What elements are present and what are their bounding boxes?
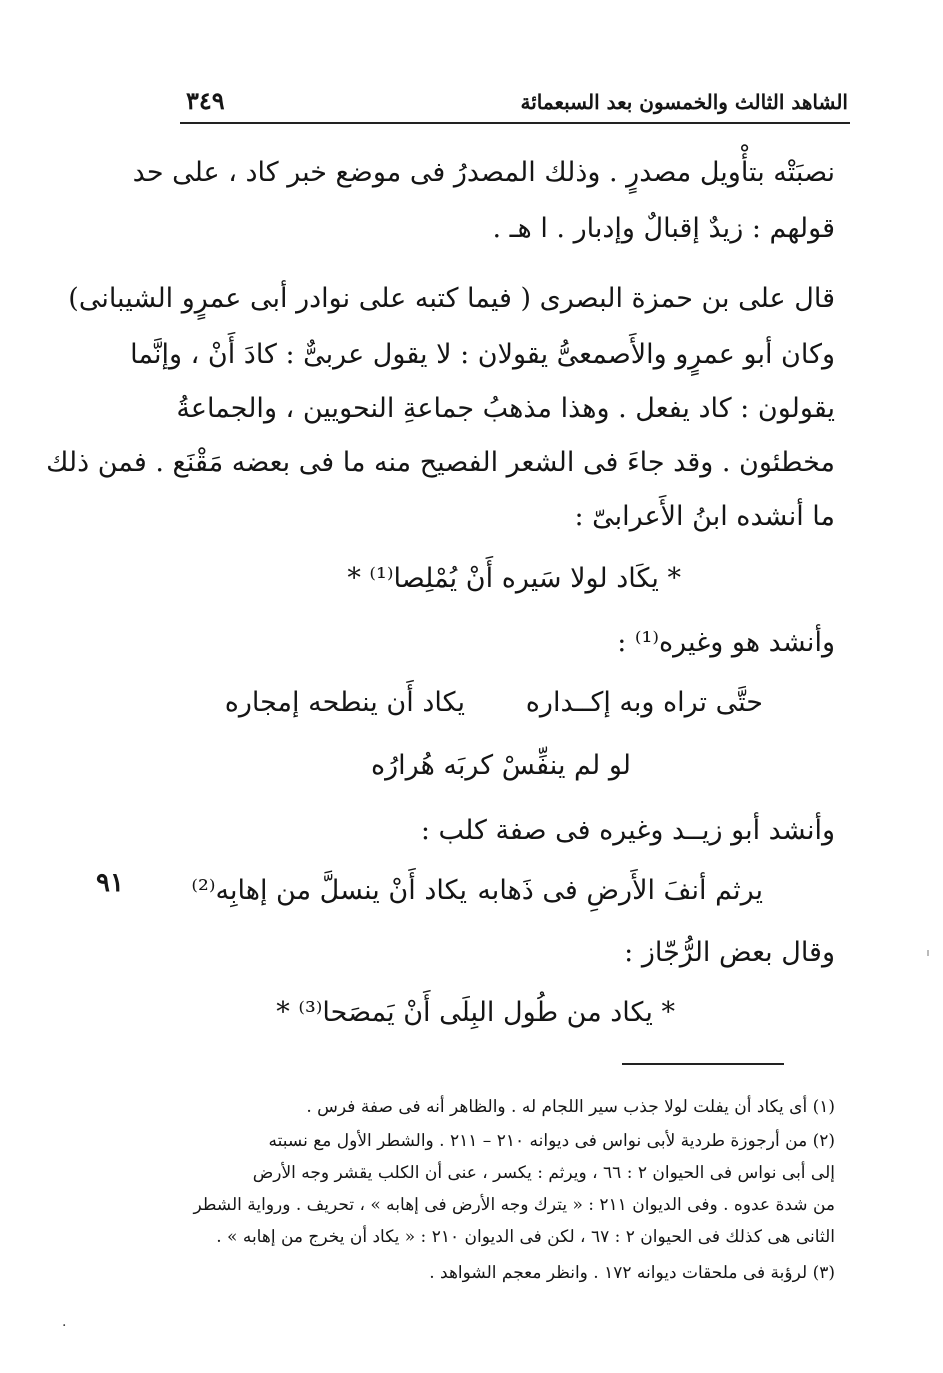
paragraph-3: وأنشد هو وغيره⁽¹⁾ : xyxy=(617,627,835,658)
verse-4: * يكاد من طُول البِلَى أَنْ يَمصَحا⁽³⁾ * xyxy=(276,997,675,1028)
paragraph-2-line-1: قال على بن حمزة البصرى ( فيما كتبه على نوادر أبى عمرٍو الشيبانى) xyxy=(68,283,835,314)
footnote-2-line-1: (٢) من أرجوزة طردية لأبى نواس فى ديوانه ٢١٠ – ٢١١ . والشطر الأول مع نسبته xyxy=(268,1131,835,1151)
paragraph-4: وأنشد أبو زيــد وغيره فى صفة كلب : xyxy=(420,815,835,846)
page-number: ٣٤٩ xyxy=(186,86,225,115)
verse-1: * يكَاد لولا سَيره أَنْ يُمْلِصا⁽¹⁾ * xyxy=(347,563,681,594)
footnote-2-line-2: إلى أبى نواس فى الحيوان ٢ : ٦٦ ، ويرثم : يكسر ، عنى أن الكلب يقشر وجه الأرض xyxy=(252,1163,835,1183)
ink-dot: · xyxy=(62,1318,67,1334)
verse-2-first-hemistich: حتَّى تراه وبه إكــداره xyxy=(525,687,763,718)
verse-3-second-hemistich: يكاد أَنْ ينسلَّ من إهابِه⁽²⁾ xyxy=(191,875,467,906)
paragraph-1-line-2: قولهم : زيدٌ إقبالٌ وإدبار . ا هـ . xyxy=(492,213,835,244)
footnote-2-line-4: الثانى هى كذلك فى الحيوان ٢ : ٦٧ ، لكن فى الديوان ٢١٠ : « يكاد أن يخرج من إهابه » . xyxy=(216,1227,835,1247)
verse-3-first-hemistich: يرثم أنفَ الأَرضِ فى ذَهابه xyxy=(477,875,763,906)
paragraph-2-line-4: مخطئون . وقد جاءَ فى الشعر الفصيح منه ما فى بعضه مَقْنَع . فمن ذلك xyxy=(46,447,835,478)
footnote-3: (٣) لرؤبة فى ملحقات ديوانه ١٧٢ . وانظر معجم الشواهد . xyxy=(429,1263,835,1283)
paragraph-5: وقال بعض الرُّجّاز : xyxy=(624,937,835,968)
paragraph-2-line-3: يقولون : كاد يفعل . وهذا مذهبُ جماعةِ النحويين ، والجماعةُ xyxy=(176,393,835,424)
paragraph-2-line-5: ما أنشده ابنُ الأَعرابىّ : xyxy=(574,501,835,532)
footnote-divider xyxy=(622,1063,784,1065)
footnote-1: (١) أى يكاد أن يفلت لولا جذب سير اللجام له . والظاهر أنه فى صفة فرس . xyxy=(306,1097,835,1117)
running-header xyxy=(180,84,850,124)
scan-speck xyxy=(927,950,929,956)
paragraph-1-line-1: نصبَتْه بتأْويل مصدرٍ . وذلك المصدرُ فى موضع خبر كاد ، على حد xyxy=(132,157,835,188)
margin-note: ٩١ xyxy=(96,868,124,898)
paragraph-2-line-2: وكان أبو عمرٍو والأَصمعىُّ يقولان : لا يقول عربىٌّ : كادَ أَنْ ، وإنَّما xyxy=(130,339,835,370)
running-title: الشاهد الثالث والخمسون بعد السبعمائة xyxy=(520,90,848,114)
verse-2-third-hemistich: لو لم ينفِّسْ كربَه هُرارُه xyxy=(370,750,631,781)
footnote-2-line-3: من شدة عدوه . وفى الديوان ٢١١ : « يترك وجه الأرض فى إهابه » ، تحريف . ورواية الشطر xyxy=(193,1195,835,1215)
verse-2-second-hemistich: يكاد أَن ينطحه إمجاره xyxy=(224,687,465,718)
